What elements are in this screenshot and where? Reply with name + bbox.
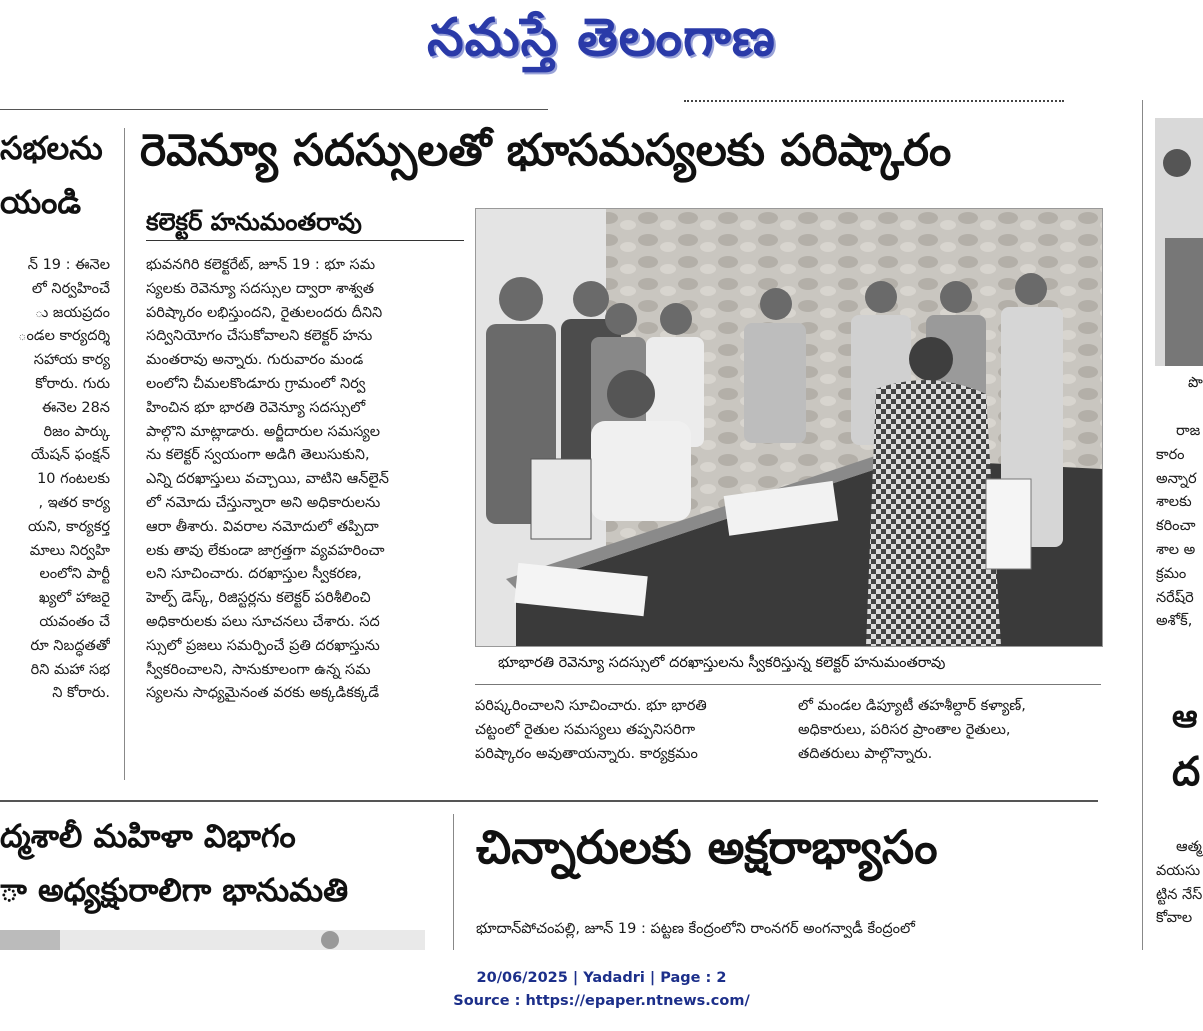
- caption-rule: [475, 684, 1101, 685]
- bottom-left-photo-illustration: [0, 930, 425, 950]
- text-line: మంతరావు అన్నారు. గురువారం మండ: [146, 352, 364, 369]
- text-line: ఎన్ని దరఖాస్తులు వచ్చాయి, వాటిని ఆన్‌లైన్: [146, 471, 389, 488]
- text-line: పాల్గొని మాట్లాడారు. అర్జీదారుల సమస్యల: [146, 423, 381, 440]
- text-line: యవంతం చే: [39, 613, 110, 630]
- text-line: భువనగిరి కలెక్టరేట్, జూన్ 19 : భూ సమ: [146, 257, 376, 273]
- text-line: లంలోని పార్టీ: [39, 566, 110, 583]
- top-rule-left: [0, 109, 548, 110]
- text-line: మాలు నిర్వహి: [29, 542, 110, 559]
- text-line: ను కలెక్టర్ స్వయంగా అడిగి తెలుసుకుని,: [146, 447, 370, 464]
- text-line: భూదాన్‌పోచంపల్లి, జూన్ 19 : పట్టణ కేంద్రంలోని రాంనగర్ అంగన్వాడీ కేంద్రంలో: [476, 921, 915, 937]
- text-line: రిని మహా సభ: [30, 661, 110, 678]
- main-article-col3: [798, 695, 1108, 766]
- text-line: లకు తావు లేకుండా జాగ్రత్తగా వ్యవహరించా: [146, 542, 385, 559]
- news-photo-illustration: [476, 209, 1102, 646]
- text-line: లో మండల డిప్యూటీ తహశీల్దార్ కళ్యాణ్,: [798, 698, 1026, 714]
- text-line: శాలకు: [1156, 494, 1192, 511]
- text-line: ు జయప్రదం: [34, 304, 110, 321]
- footer-date-line: 20/06/2025 | Yadadri | Page : 2: [476, 970, 727, 986]
- column-divider-bottom: [453, 814, 454, 950]
- main-subhead: కలెక్టర్ హనుమంతరావు: [146, 208, 362, 236]
- text-line: నరేష్‌రె: [1156, 589, 1194, 606]
- right-column-bottom-body: [1156, 836, 1203, 931]
- left-headline-line-1: సభలను: [0, 129, 103, 167]
- left-headline-line-2: యండి: [0, 183, 82, 221]
- text-line: లంలోని చీమలకొండూరు గ్రామంలో నిర్వ: [146, 375, 366, 392]
- cropped-text-strip: [684, 94, 1064, 108]
- text-line: లో నమోదు చేస్తున్నారా అని అధికారులను: [146, 494, 381, 511]
- text-line: సహాయ కార్య: [33, 352, 110, 369]
- text-line: యేషన్ ఫంక్షన్: [30, 447, 110, 464]
- text-line: అన్నార: [1156, 470, 1197, 487]
- text-line: ఆరా తీశారు. వివరాల నమోదులో తప్పిదా: [146, 518, 379, 535]
- text-line: రాజ: [1176, 423, 1201, 439]
- column-divider-left: [124, 128, 125, 780]
- main-article-col1: [146, 254, 468, 706]
- bottom-headline: చిన్నారులకు అక్షరాభ్యాసం: [476, 820, 938, 874]
- text-line: లో నిర్వహించే: [31, 280, 110, 297]
- text-line: పరిష్కారం అవుతాయన్నారు. కార్యక్రమం: [475, 745, 698, 762]
- news-photo: [475, 208, 1103, 647]
- photo-caption: భూభారతి రెవెన్యూ సదస్సులో దరఖాస్తులను స్వీకరిస్తున్న కలెక్టర్ హనుమంతరావు: [498, 655, 946, 671]
- text-line: పరిష్కారం లభిస్తుందని, రైతులందరు దీనిని: [146, 304, 383, 321]
- text-line: ండల కార్యదర్శి: [18, 328, 110, 345]
- text-line: రూ నిబద్ధతతో: [30, 637, 110, 654]
- text-line: , ఇతర కార్య: [38, 494, 110, 511]
- main-headline: రెవెన్యూ సదస్సులతో భూసమస్యలకు పరిష్కారం: [140, 125, 952, 176]
- text-line: ఈనెల 28న: [41, 399, 110, 416]
- text-line: హించిన భూ భారతి రెవెన్యూ సదస్సులో: [146, 399, 366, 416]
- text-line: కోరారు. గురు: [35, 375, 110, 392]
- right-photo: [1155, 118, 1203, 366]
- right-headline-line-2: ద: [1172, 749, 1201, 795]
- text-line: స్సులో ప్రజలు సమర్పించే ప్రతి దరఖాస్తును: [146, 637, 380, 654]
- text-line: హెల్ప్ డెస్క్, రిజిస్టర్లను కలెక్టర్ పరిశీలించి: [146, 590, 371, 607]
- text-line: ఖ్యలో హాజరై: [38, 590, 110, 607]
- text-line: శాల అ: [1156, 541, 1196, 558]
- text-line: పరిష్కరించాలని సూచించారు. భూ భారతి: [475, 698, 707, 714]
- bottom-left-headline-line-2: ా అధ్యక్షురాలిగా భానుమతి: [0, 871, 349, 909]
- subhead-underline: [146, 240, 464, 241]
- bottom-left-photo: [0, 930, 425, 950]
- text-line: యని, కార్యకర్త: [27, 518, 110, 535]
- text-line: స్యలకు రెవెన్యూ సదస్సుల ద్వారా శాశ్వత: [146, 280, 375, 297]
- text-line: అధికారులకు పలు సూచనలు చేశారు. సద: [146, 613, 380, 630]
- text-line: ఆత్మ: [1176, 839, 1202, 855]
- text-line: స్యలను సాధ్యమైనంత వరకు అక్కడికక్కడే: [146, 685, 380, 702]
- text-line: లని సూచించారు. దరఖాస్తుల స్వీకరణ,: [146, 566, 362, 583]
- text-line: 10 గంటలకు: [37, 471, 110, 488]
- right-photo-illustration: [1155, 118, 1203, 366]
- right-photo-caption: పొ: [1188, 375, 1203, 391]
- text-line: సద్వినియోగం చేసుకోవాలని కలెక్టర్ హను: [146, 328, 373, 345]
- right-headline-line-1: ఆ: [1172, 697, 1198, 735]
- text-line: క్రమం: [1156, 565, 1187, 582]
- text-line: అశోక్,: [1156, 613, 1193, 630]
- text-line: కరించా: [1156, 518, 1196, 535]
- text-line: చట్టంలో రైతుల సమస్యలు తప్పనిసరిగా: [475, 721, 696, 738]
- text-line: కోవాల: [1156, 910, 1193, 927]
- main-article-col2: [475, 695, 785, 766]
- bottom-left-headline-line-1: ద్మశాలీ మహిళా విభాగం: [0, 817, 296, 855]
- column-divider-right: [1142, 100, 1143, 950]
- text-line: వయసు: [1156, 862, 1201, 879]
- text-line: కారం: [1156, 446, 1185, 463]
- section-rule: [0, 800, 1098, 802]
- text-line: న్ 19 : ఈనెల: [27, 257, 110, 273]
- footer-source-line: Source : https://epaper.ntnews.com/: [453, 993, 750, 1009]
- left-article-body: [0, 254, 110, 706]
- masthead-title: నమస్తే తెలంగాణ: [427, 8, 776, 68]
- right-column-body: [1156, 420, 1203, 634]
- text-line: రిజం పార్కు: [43, 423, 110, 440]
- text-line: అధికారులు, పరిసర ప్రాంతాల రైతులు,: [798, 721, 1011, 738]
- bottom-article-body: [476, 918, 1106, 942]
- text-line: తదితరులు పాల్గొన్నారు.: [798, 745, 933, 762]
- text-line: స్వీకరించాలని, సానుకూలంగా ఉన్న సమ: [146, 661, 371, 678]
- text-line: ని కోరారు.: [52, 685, 110, 702]
- text-line: ట్టిన నేస్: [1156, 886, 1203, 903]
